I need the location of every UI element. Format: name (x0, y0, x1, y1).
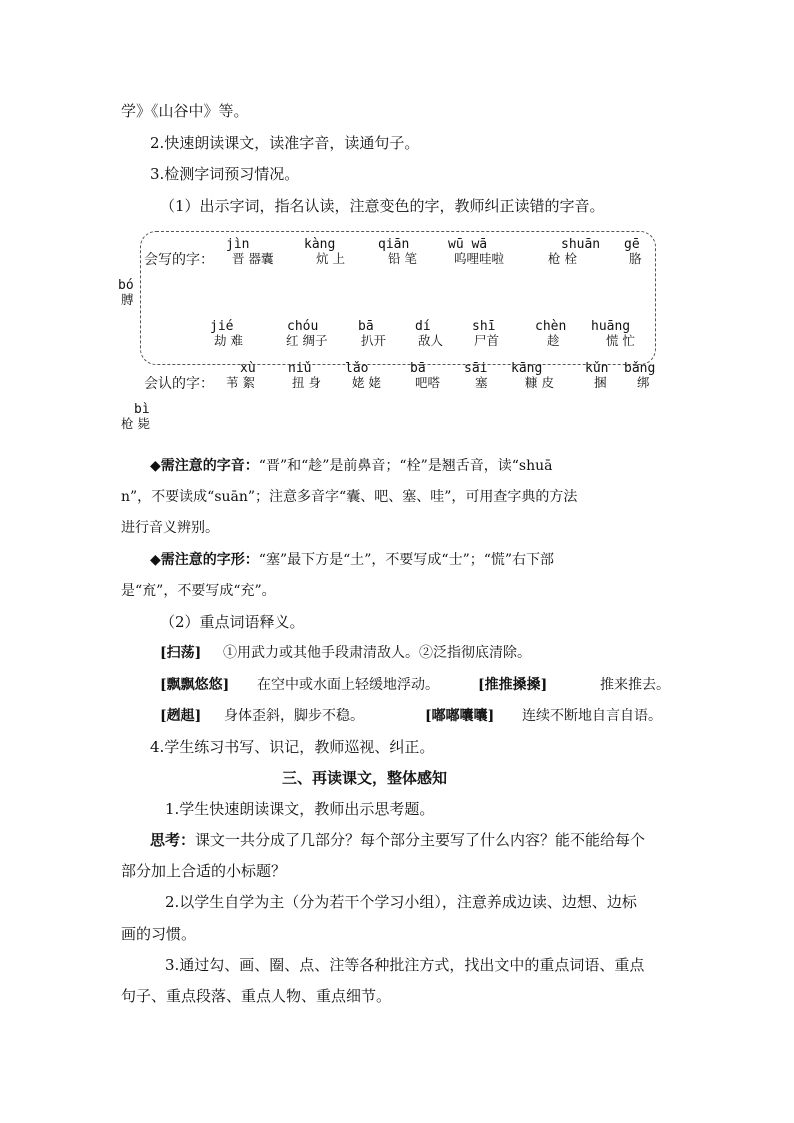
vocab-def: 连续不断地自言自语。 (522, 708, 662, 724)
text-line: 1.学生快速朗读课文，教师出示思考题。 (165, 800, 435, 818)
char: 苇 絮 (226, 375, 255, 390)
vocab-term: [飘飘悠悠] (160, 677, 230, 693)
text-line: （1）出示字词，指名认读，注意变色的字，教师纠正读错的字音。 (160, 197, 605, 215)
text-line: 3.检测字词预习情况。 (150, 165, 300, 183)
vocab-def: ①用武力或其他手段肃清敌人。②泛指彻底清除。 (223, 645, 531, 661)
char: 糠 皮 (525, 375, 554, 390)
vocab-heading: （2）重点词语释义。 (160, 613, 305, 631)
vocab-term: [趔趄] (160, 708, 202, 724)
pinyin: wū wā (448, 237, 488, 252)
pinyin: shī (472, 319, 496, 334)
text-line: 学》《山谷中》等。 (121, 102, 249, 120)
pinyin: kǔn (585, 361, 609, 376)
char: 扭 身 (292, 375, 321, 390)
text-line: n”，不要读成“suān”；注意多音字“囊、吧、塞、哇”，可用查字典的方法 (121, 489, 578, 505)
char: 红 绸子 (286, 333, 328, 348)
pinyin: bó (118, 278, 134, 293)
pinyin: huāng (591, 319, 631, 334)
think-label: 思考： (150, 831, 196, 849)
char: 枪 毙 (121, 416, 150, 431)
char: 捆 (594, 375, 607, 390)
char: 铅 笔 (388, 251, 417, 266)
text-line: 句子、重点段落、重点人物、重点细节。 (121, 987, 392, 1005)
pinyin: bǎng (624, 361, 656, 376)
pinyin: dí (415, 319, 431, 334)
char: 塞 (475, 375, 488, 390)
char: 尸首 (474, 333, 500, 348)
text-line: 画的习惯。 (121, 925, 197, 943)
pinyin: bā (358, 319, 374, 334)
pinyin: xù (240, 361, 256, 376)
char: 慌 忙 (606, 333, 635, 348)
sound-note-title: ◆需注意的字音： (150, 458, 259, 474)
pinyin: qiān (378, 237, 410, 252)
text-line: 4.学生练习书写、识记，教师巡视、纠正。 (150, 738, 435, 756)
pinyin: kāng (511, 361, 543, 376)
char: 枪 栓 (548, 251, 577, 266)
char: 趁 (547, 333, 560, 348)
text-line: 2.以学生自学为主（分为若干个学习小组），注意养成边读、边想、边标 (165, 893, 637, 911)
text-line: 2.快速朗读课文，读准字音，读通句子。 (150, 134, 420, 152)
vocab-term: [扫荡] (160, 645, 202, 661)
text-line: 是“㐬”，不要写成“充”。 (121, 583, 276, 599)
sound-note-text: “晋”和“趁”是前鼻音；“栓”是翘舌音，读“shuā (258, 458, 553, 474)
section-title: 三、再读课文，整体感知 (282, 769, 448, 787)
pinyin: chóu (287, 319, 319, 334)
shape-note-title: ◆需注意的字形： (150, 552, 259, 568)
char: 胳 (629, 251, 642, 266)
pinyin: niǔ (288, 361, 312, 376)
write-label: 会写的字： (144, 252, 214, 268)
pinyin: jìn (226, 237, 250, 252)
text-line: 3.通过勾、画、圈、点、注等各种批注方式，找出文中的重点词语、重点 (165, 956, 645, 974)
vocab-def: 推来推去。 (600, 677, 670, 693)
pinyin: sāi (464, 361, 488, 376)
char: 呜哩哇啦 (454, 251, 505, 266)
sound-note-line1 (150, 459, 552, 473)
char: 炕 上 (316, 251, 345, 266)
char: 扒开 (361, 333, 387, 348)
vocab-term: [嘟嘟囔囔] (425, 708, 495, 724)
char: 劫 难 (214, 333, 243, 348)
char: 膊 (121, 292, 134, 307)
read-label: 会认的字： (144, 376, 214, 392)
pinyin: jié (210, 319, 234, 334)
think-text: 课文一共分成了几部分？每个部分主要写了什么内容？能不能给每个 (195, 831, 646, 849)
char: 吧嗒 (415, 375, 441, 390)
shape-note-text: “塞”最下方是“土”，不要写成“士”；“慌”右下部 (258, 552, 555, 568)
shape-note-line1 (150, 553, 554, 567)
char: 姥 姥 (352, 375, 381, 390)
char: 绑 (637, 375, 650, 390)
char: 晋 器囊 (232, 251, 274, 266)
pinyin: shuān (561, 237, 601, 252)
pinyin: lǎo (345, 361, 369, 376)
pinyin: chèn (535, 319, 567, 334)
think-line1 (150, 833, 645, 848)
pinyin: kàng (304, 237, 336, 252)
text-line: 部分加上合适的小标题？ (121, 862, 287, 880)
pinyin: bì (134, 402, 150, 417)
vocab-def: 在空中或水面上轻缓地浮动。 (257, 677, 439, 693)
pinyin: gē (624, 237, 640, 252)
text-line: 进行音义辨别。 (121, 520, 219, 536)
pinyin: bā (410, 361, 426, 376)
char: 敌人 (418, 333, 444, 348)
vocab-term: [推推搡搡] (478, 677, 548, 693)
vocab-def: 身体歪斜，脚步不稳。 (224, 708, 364, 724)
